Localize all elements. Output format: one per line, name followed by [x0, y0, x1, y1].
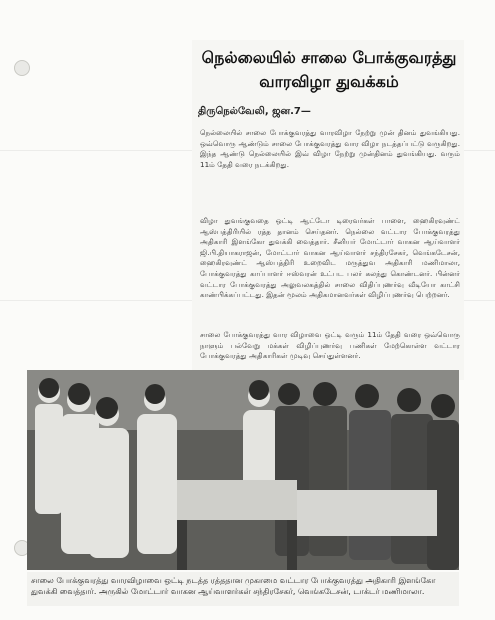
binder-hole-top: [14, 60, 30, 76]
headline-line-2: வாரவிழா துவக்கம்: [259, 72, 399, 91]
article-paragraph-2: விழா துவங்குவதை ஒட்டி ஆட்டோ டிரைவர்கள் பாளை, ஹைகிரவுண்ட் ஆஸ்பத்திரியில் ரத்த தானம் செய்தனர். நெல்லை வட்டார போக்குவரத்து அதிகாரி இளங்கோ துவக்கி வைத்தார். சீனியர் மோட்டார் வாகன ஆய்வாளர் ஜி.பி.தியாகராஜன், மோட்டார் வாகன ஆய்வாளர் சந்திரசேகர், வெங்கடேசன், ஹைகிரவுண்ட் ஆஸ்பத்திரி உறைவிட மருத்துவ அதிகாரி மணிமாலா, போக்குவரத்து காப்பாளர் ஈஸ்வரன் உட்பட பலர் கலந்து கொண்டனர். பின்னர் வட்டார போக்குவரத்து அலுவலகத்தில் சாலை விதிப்புணர்வு வீடியோ காட்சி காண்பிக்கப்பட்டது. இதன் மூலம் அதிகமானவர்கள் விழிப்புணர்வு பெற்றனர்.: [200, 216, 460, 300]
article-paragraph-1: நெல்லையில் சாலை போக்குவரத்து வாரவிழா நேற்று முன் தினம் துவங்கியது. ஒவ்வொரு ஆண்டும் சாலை போக்குவரத்து வார விழா நடத்தப்பட்டு வருகிறது. இந்த ஆண்டு நெல்லையில் இவ் விழா நேற்று முன்தினம் துவங்கியது. வரும் 11ம் தேதி வரை நடக்கிறது.: [200, 128, 460, 169]
photo-caption: சாலை போக்குவரத்து வாரவிழாவை ஒட்டி நடத்த ரத்ததான முகாமை வட்டார போக்குவரத்து அதிகாரி இளங்கோ துவக்கி வைத்தார். அருகில் மோட்டார் வாகன ஆய்வாளர்கள் சந்திரசேகர், வெங்கடேசன், டாக்டர் மணிமாலா.: [27, 572, 459, 606]
headline-line-1: நெல்லையில் சாலை போக்குவரத்து: [201, 48, 457, 67]
news-photo: [27, 370, 459, 570]
photo-image: [27, 370, 459, 570]
dateline: திருநெல்வேலி, ஜன.7—: [198, 106, 311, 117]
newspaper-clipping: [192, 40, 464, 380]
headline: [200, 46, 458, 94]
article-paragraph-3: சாலை போக்குவரத்து வார விழாவை ஒட்டி வரும் 11ம் தேதி வரை ஒவ்வொரு நாளும் பல்வேறு மக்கள் விழிப்புணர்வு பணிகள் மேற்கொள்ள வட்டார போக்குவரத்து அதிகாரிகள் முடிவு செய்துள்ளனர்.: [200, 330, 460, 361]
